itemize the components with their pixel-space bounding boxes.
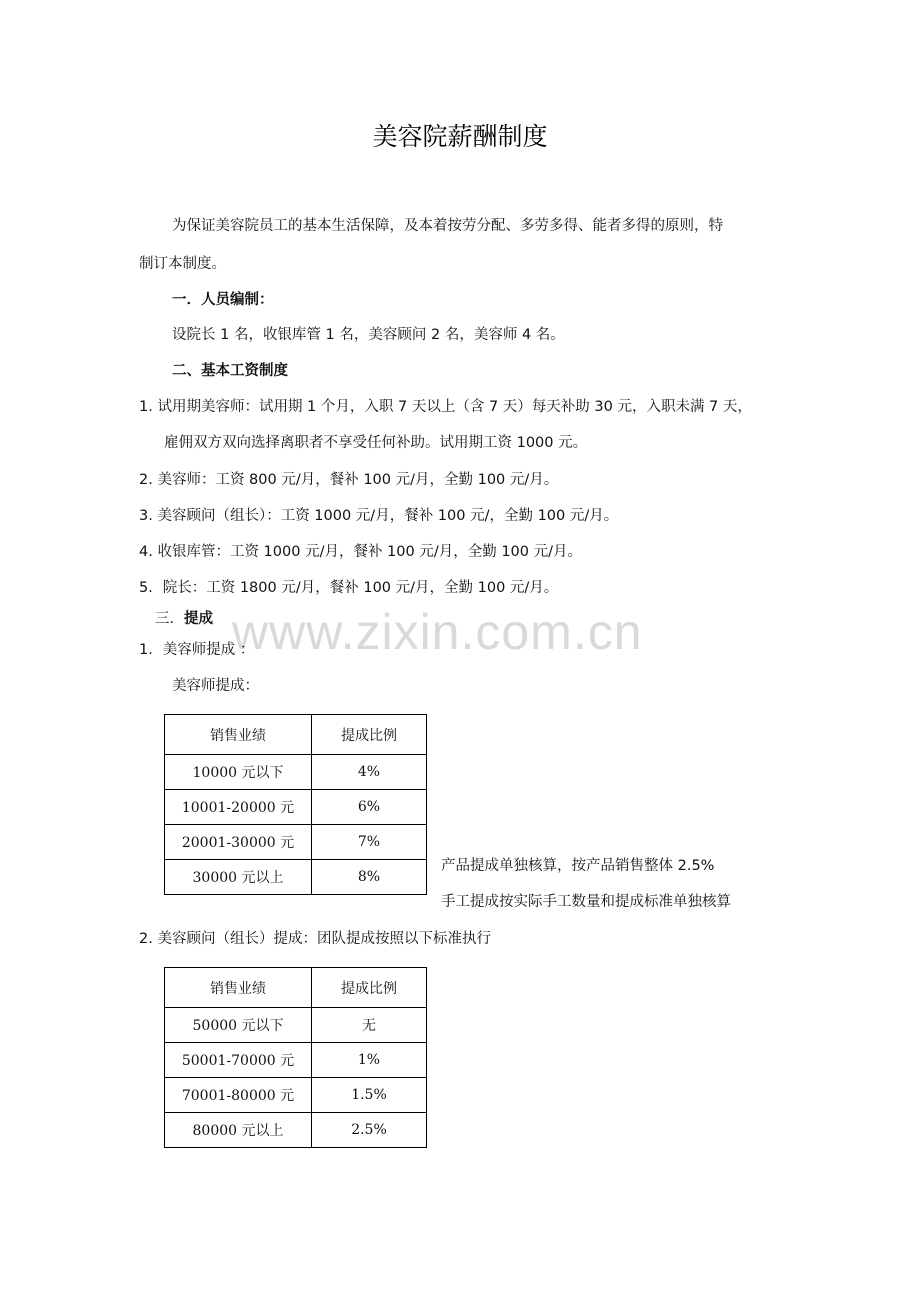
salary-item-1: 1. 试用期美容师：试用期 1 个月，入职 7 天以上（含 7 天）每天补助 30 元，入职未满 7 天， [139, 399, 752, 415]
header-sales: 销售业绩 [165, 715, 312, 755]
header-sales: 销售业绩 [165, 968, 312, 1008]
section-3-heading [155, 609, 213, 629]
sales-cell: 30000 元以上 [165, 860, 312, 895]
rate-cell: 1.5% [312, 1078, 427, 1113]
commission-item-1: 1．美容师提成 ： [139, 642, 255, 658]
sales-cell: 80000 元以上 [165, 1113, 312, 1148]
consultant-commission-table [164, 967, 427, 1148]
sales-cell: 50001-70000 元 [165, 1043, 312, 1078]
intro-line-1: 为保证美容院员工的基本生活保障，及本着按劳分配、多劳多得、能者多得的原则，特 [172, 218, 723, 234]
section-1-text: 设院长 1 名，收银库管 1 名，美容顾问 2 名，美容师 4 名。 [172, 327, 565, 343]
header-rate: 提成比例 [312, 968, 427, 1008]
document-title: 美容院薪酬制度 [372, 122, 548, 151]
rate-cell: 8% [312, 860, 427, 895]
sales-cell: 10000 元以下 [165, 755, 312, 790]
watermark: www.zixin.com.cn [232, 604, 643, 660]
rate-cell: 无 [312, 1008, 427, 1043]
section-3-title: 提成 [184, 611, 213, 627]
salary-item-1-continued: 雇佣双方双向选择离职者不享受任何补助。试用期工资 1000 元。 [164, 435, 588, 451]
rate-cell: 2.5% [312, 1113, 427, 1148]
table-row [165, 1113, 427, 1148]
intro-line-2: 制订本制度。 [139, 256, 226, 272]
section-3-number: 三． [155, 611, 184, 627]
section-1-heading: 一．人员编制： [172, 292, 274, 308]
table-row [165, 790, 427, 825]
salary-item-3: 3. 美容顾问（组长）：工资 1000 元/月，餐补 100 元/，全勤 100 元/月。 [139, 508, 619, 524]
table-row [165, 860, 427, 895]
header-rate: 提成比例 [312, 715, 427, 755]
table-row [165, 755, 427, 790]
salary-item-2: 2. 美容师：工资 800 元/月，餐补 100 元/月，全勤 100 元/月。 [139, 472, 559, 488]
sales-cell: 50000 元以下 [165, 1008, 312, 1043]
sales-cell: 20001-30000 元 [165, 825, 312, 860]
rate-cell: 4% [312, 755, 427, 790]
salary-item-5: 5．院长：工资 1800 元/月，餐补 100 元/月，全勤 100 元/月。 [139, 580, 559, 596]
table-row [165, 1008, 427, 1043]
table-header-row [165, 968, 427, 1008]
beautician-commission-table [164, 714, 427, 895]
table-row [165, 1078, 427, 1113]
table-row [165, 1043, 427, 1078]
product-commission-note: 产品提成单独核算，按产品销售整体 2.5% [441, 858, 715, 874]
commission-item-2: 2. 美容顾问（组长）提成：团队提成按照以下标准执行 [139, 931, 491, 947]
commission-item-1-subtitle: 美容师提成： [172, 678, 259, 694]
sales-cell: 70001-80000 元 [165, 1078, 312, 1113]
table-row [165, 825, 427, 860]
rate-cell: 7% [312, 825, 427, 860]
manual-commission-note: 手工提成按实际手工数量和提成标准单独核算 [441, 894, 731, 910]
rate-cell: 1% [312, 1043, 427, 1078]
section-2-heading: 二、基本工资制度 [172, 363, 288, 379]
rate-cell: 6% [312, 790, 427, 825]
table-header-row [165, 715, 427, 755]
sales-cell: 10001-20000 元 [165, 790, 312, 825]
salary-item-4: 4. 收银库管：工资 1000 元/月，餐补 100 元/月，全勤 100 元/月。 [139, 544, 583, 560]
